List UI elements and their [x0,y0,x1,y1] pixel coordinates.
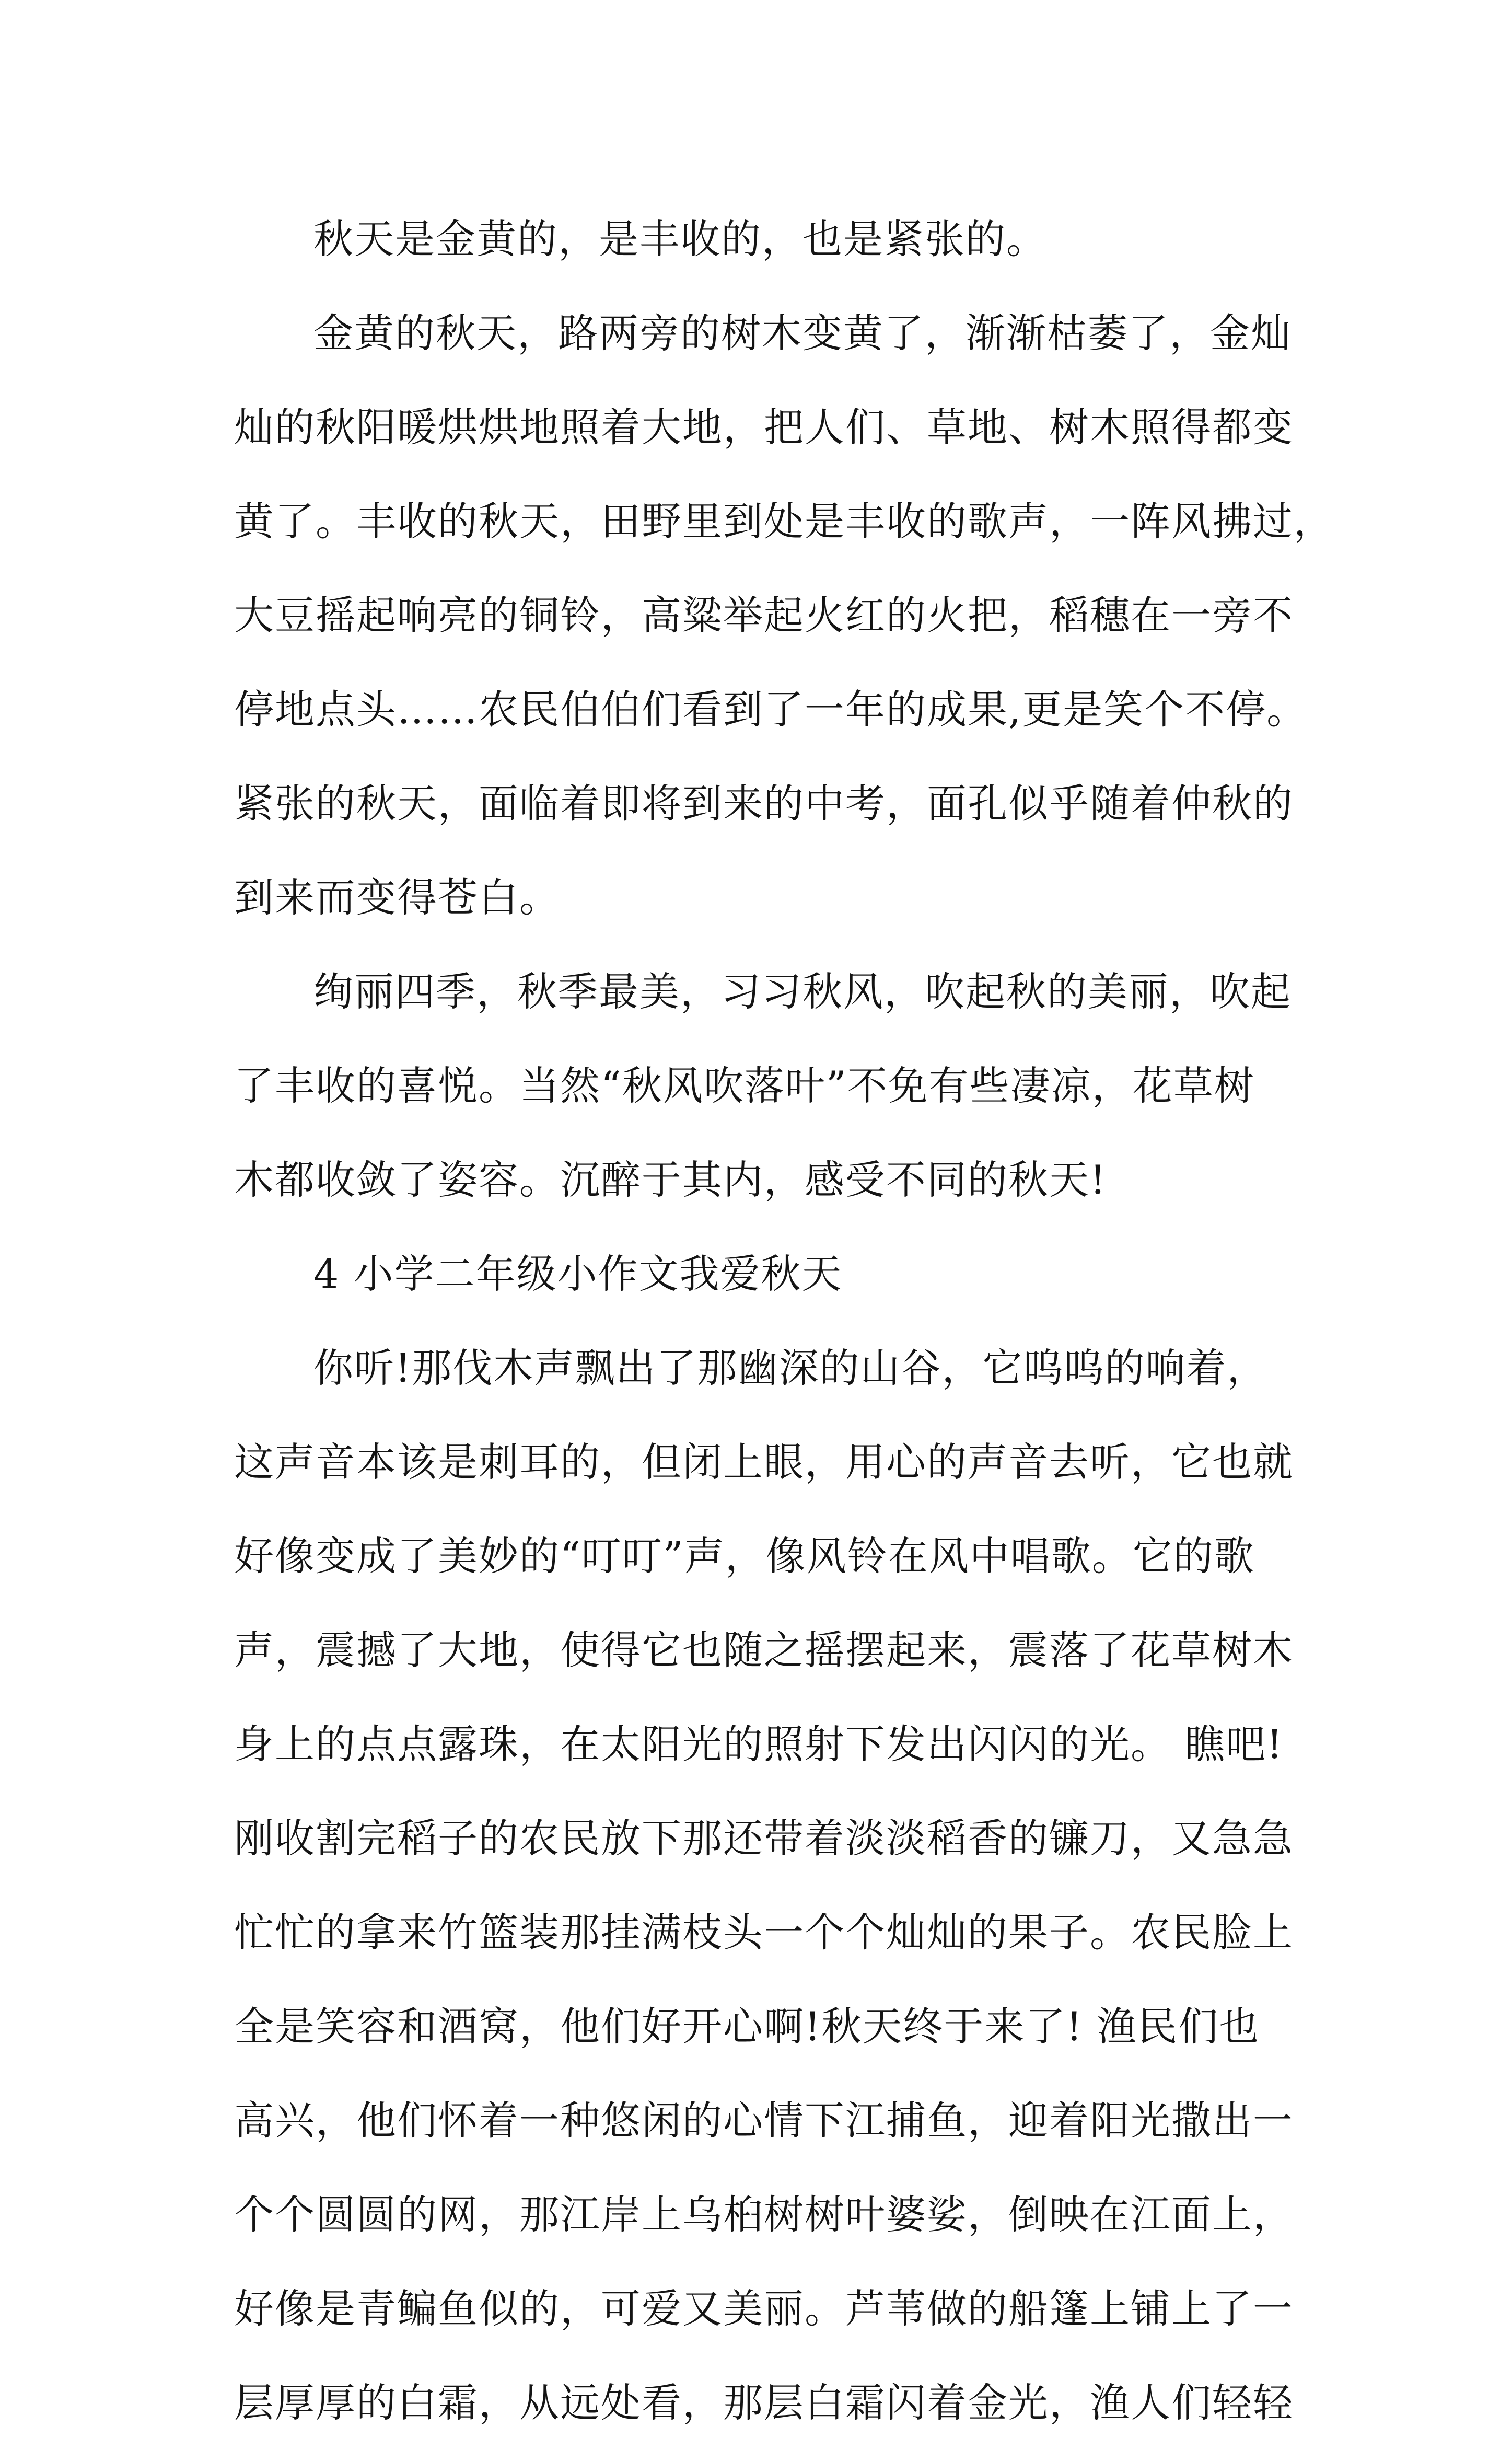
paragraph-line: 高兴，他们怀着一种悠闲的心情下江捕鱼，迎着阳光撒出一 [234,2097,1294,2144]
paragraph-line: 层厚厚的白霜，从远处看，那层白霜闪着金光，渔人们轻轻 [234,2379,1294,2426]
paragraph-line: 这声音本该是刺耳的，但闭上眼，用心的声音去听，它也就 [234,1439,1294,1485]
paragraph-line: 身上的点点露珠，在太阳光的照射下发出闪闪的光。 瞧吧! [234,1721,1284,1767]
paragraph-line: 声，震撼了大地，使得它也随之摇摆起来，震落了花草树木 [234,1627,1294,1673]
paragraph-line: 全是笑容和酒窝，他们好开心啊!秋天终于来了! 渔民们也 [234,2003,1260,2050]
paragraph-line: 灿的秋阳暖烘烘地照着大地，把人们、草地、树木照得都变 [234,404,1294,450]
paragraph-line: 个个圆圆的网，那江岸上乌桕树树叶婆娑，倒映在江面上， [234,2191,1294,2238]
paragraph-line: 你听!那伐木声飘出了那幽深的山谷，它呜呜的响着， [313,1345,1268,1391]
paragraph-line: 好像是青鳊鱼似的，可爱又美丽。芦苇做的船篷上铺上了一 [234,2285,1294,2332]
paragraph-line: 木都收敛了姿容。沉醉于其内，感受不同的秋天! [234,1157,1107,1203]
paragraph-line: 金黄的秋天，路两旁的树木变黄了，渐渐枯萎了，金灿 [313,310,1292,356]
paragraph-line: 好像变成了美妙的“叮叮”声，像风铃在风中唱歌。它的歌 [234,1533,1255,1579]
paragraph-line: 了丰收的喜悦。当然“秋风吹落叶”不免有些凄凉，花草树 [234,1062,1255,1109]
paragraph-line: 忙忙的拿来竹篮装那挂满枝头一个个灿灿的果子。农民脸上 [234,1909,1294,1956]
paragraph-line: 绚丽四季，秋季最美，习习秋风，吹起秋的美丽，吹起 [313,968,1292,1015]
paragraph-line: 黄了。丰收的秋天，田野里到处是丰收的歌声，一阵风拂过， [234,498,1334,545]
paragraph-line: 停地点头……农民伯伯们看到了一年的成果,更是笑个不停。 [234,686,1308,733]
document-page [234,192,1334,2450]
section-heading: 4 小学二年级小作文我爱秋天 [313,1251,843,1297]
paragraph-line: 刚收割完稻子的农民放下那还带着淡淡稻香的镰刀，又急急 [234,1815,1294,1862]
paragraph-line: 大豆摇起响亮的铜铃，高粱举起火红的火把，稻穗在一旁不 [234,592,1294,639]
paragraph-line: 紧张的秋天，面临着即将到来的中考，面孔似乎随着仲秋的 [234,780,1294,827]
paragraph-line: 秋天是金黄的，是丰收的，也是紧张的。 [313,216,1047,262]
paragraph-line: 到来而变得苍白。 [234,874,560,921]
